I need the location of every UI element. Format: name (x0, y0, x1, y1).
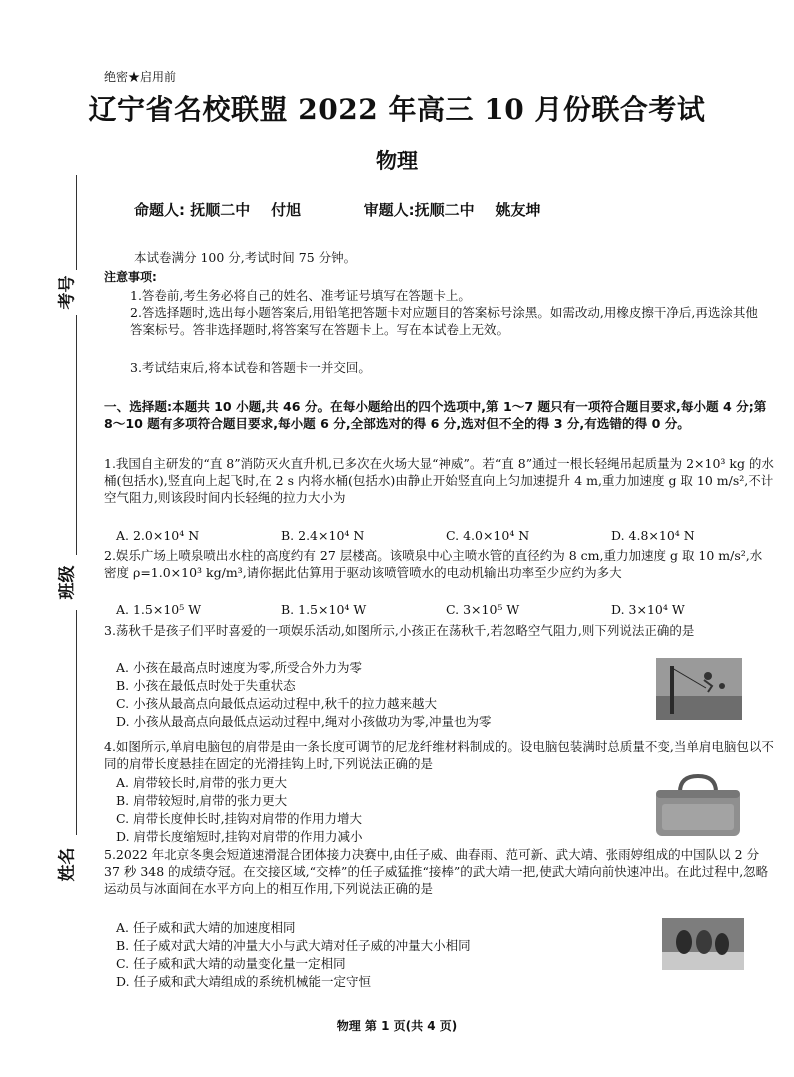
authors-line (134, 199, 540, 220)
option-b: B. 小孩在最低点时处于失重状态 (116, 678, 296, 693)
option-c: C. 肩带长度伸长时,挂钩对肩带的作用力增大 (116, 811, 363, 826)
subject-title: 物理 (376, 148, 418, 173)
option-a: A. 任子威和武大靖的加速度相同 (116, 920, 296, 935)
question-1-options (116, 528, 776, 543)
binding-line (76, 610, 77, 835)
name-label: 姓名 (57, 847, 78, 882)
exam-title: 辽宁省名校联盟 2022 年高三 10 月份联合考试 (88, 93, 706, 126)
option-d: D. 任子威和武大靖组成的系统机械能一定守恒 (116, 974, 372, 989)
note-item: 3.考试结束后,将本试卷和答题卡一并交回。 (130, 360, 371, 375)
laptop-bag-photo (650, 770, 746, 838)
question-3-stem: 3.荡秋千是孩子们平时喜爱的一项娱乐活动,如图所示,小孩正在荡秋千,若忽略空气阻力,则下列说法正确的是 (104, 623, 695, 638)
swing-photo (656, 658, 742, 720)
option-c: C. 小孩从最高点向最低点运动过程中,秋千的拉力越来越大 (116, 696, 438, 711)
option-c: C. 4.0×10⁴ N (446, 528, 530, 543)
note-item: 1.答卷前,考生务必将自己的姓名、准考证号填写在答题卡上。 (130, 288, 471, 303)
question-2-options (116, 602, 776, 617)
binding-line (76, 175, 77, 270)
question-1-stem: 1.我国自主研发的“直 8”消防灭火直升机,已多次在火场大显“神威”。若“直 8”通过一根长轻绳吊起质量为 2×10³ kg 的水桶(包括水),竖直向上起飞时,在 2 s 内将水桶(包括水)由静止开始竖直向上匀加速提升 4 m,重力加速度 g 取 10 m/s²,不计空气阻力,则该段时间内长轻绳的拉力大小为 (104, 456, 774, 505)
author-right: 审题人:抚顺二中 姚友坤 (363, 201, 541, 219)
class-label: 班级 (57, 565, 78, 600)
question-2-stem: 2.娱乐广场上喷泉喷出水柱的高度约有 27 层楼高。该喷泉中心主喷水管的直径约为 8 cm,重力加速度 g 取 10 m/s²,水密度 ρ=1.0×10³ kg/m³,请你据此估算用于驱动该喷管喷水的电动机输出功率至少应约为多大 (104, 548, 763, 580)
page-footer: 物理 第 1 页(共 4 页) (336, 1019, 458, 1033)
confidential-mark: 绝密★启用前 (104, 70, 177, 84)
exam-number-label: 考号 (57, 275, 78, 310)
option-a: A. 2.0×10⁴ N (116, 528, 200, 543)
option-b: B. 1.5×10⁴ W (281, 602, 367, 617)
option-d: D. 3×10⁴ W (611, 602, 685, 617)
option-d: D. 4.8×10⁴ N (611, 528, 695, 543)
author-left: 命题人: 抚顺二中 付旭 (134, 201, 302, 219)
exam-intro: 本试卷满分 100 分,考试时间 75 分钟。 (134, 250, 357, 265)
question-4-stem: 4.如图所示,单肩电脑包的肩带是由一条长度可调节的尼龙纤维材料制成的。设电脑包装满时总质量不变,当单肩电脑包以不同的肩带长度悬挂在固定的光滑挂钩上时,下列说法正确的是 (104, 739, 774, 771)
skating-photo (662, 918, 744, 970)
option-c: C. 任子威和武大靖的动量变化量一定相同 (116, 956, 346, 971)
option-b: B. 2.4×10⁴ N (281, 528, 365, 543)
option-a: A. 肩带较长时,肩带的张力更大 (116, 775, 287, 790)
option-c: C. 3×10⁵ W (446, 602, 520, 617)
question-5-stem: 5.2022 年北京冬奥会短道速滑混合团体接力决赛中,由任子威、曲春雨、范可新、武大靖、张雨婷组成的中国队以 2 分 37 秒 348 的成绩夺冠。在交接区域,“交棒”的任子威猛推“接棒”的武大靖一把,使武大靖向前快速冲出。在此过程中,忽略运动员与冰面间在水平方向上的相互作用,下列说法正确的是 (104, 847, 769, 896)
notes-title: 注意事项: (104, 270, 157, 284)
option-d: D. 小孩从最高点向最低点运动过程中,绳对小孩做功为零,冲量也为零 (116, 714, 492, 729)
binding-line (76, 315, 77, 555)
option-b: B. 任子威对武大靖的冲量大小与武大靖对任子威的冲量大小相同 (116, 938, 471, 953)
note-item: 2.答选择题时,选出每小题答案后,用铅笔把答题卡对应题目的答案标号涂黑。如需改动,用橡皮擦干净后,再选涂其他答案标号。答非选择题时,将答案写在答题卡上。写在本试卷上无效。 (130, 305, 758, 337)
option-b: B. 肩带较短时,肩带的张力更大 (116, 793, 288, 808)
section-heading: 一、选择题:本题共 10 小题,共 46 分。在每小题给出的四个选项中,第 1～7 题只有一项符合题目要求,每小题 4 分;第 8～10 题有多项符合题目要求,每小题 6 分,全部选对的得 6 分,选对但不全的得 3 分,有选错的得 0 分。 (104, 399, 767, 431)
option-a: A. 1.5×10⁵ W (116, 602, 202, 617)
option-d: D. 肩带长度缩短时,挂钩对肩带的作用力减小 (116, 829, 363, 844)
option-a: A. 小孩在最高点时速度为零,所受合外力为零 (116, 660, 362, 675)
